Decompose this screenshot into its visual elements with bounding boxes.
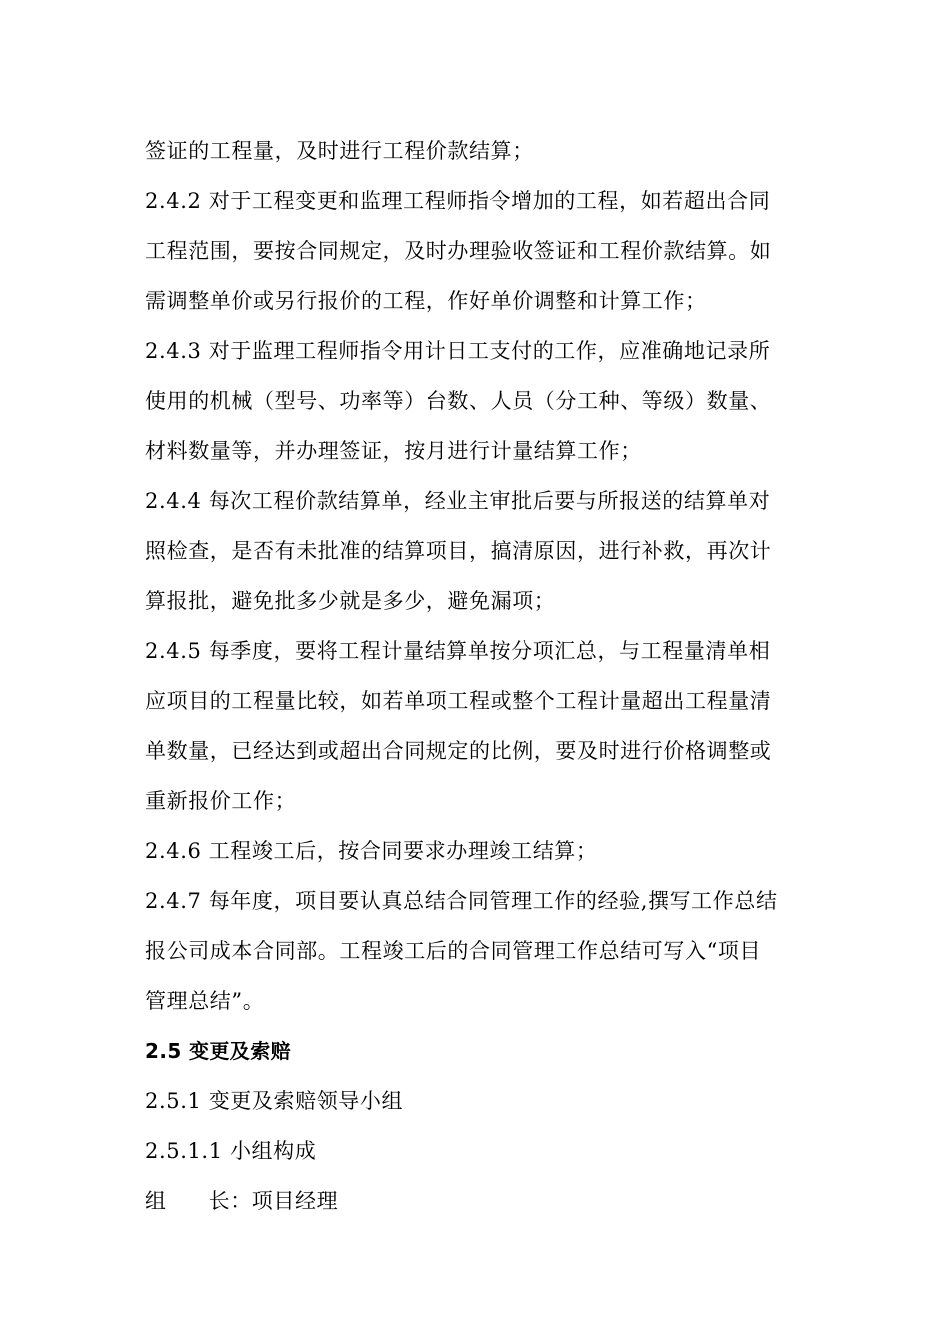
paragraph-line: 2.4.5 每季度，要将工程计量结算单按分项汇总，与工程量清单相 (145, 639, 771, 663)
paragraph-line: 单数量，已经达到或超出合同规定的比例，要及时进行价格调整或 (145, 739, 772, 763)
section-heading: 2.5 变更及索赔 (145, 1039, 291, 1063)
paragraph-line: 2.4.2 对于工程变更和监理工程师指令增加的工程，如若超出合同 (145, 189, 771, 213)
paragraph-line: 材料数量等，并办理签证，按月进行计量结算工作； (145, 439, 642, 463)
subsubsection-heading: 2.5.1.1 小组构成 (145, 1139, 317, 1163)
subsection-heading: 2.5.1 变更及索赔领导小组 (145, 1089, 404, 1113)
paragraph-line: 重新报价工作； (145, 789, 297, 813)
paragraph-line: 2.4.7 每年度，项目要认真总结合同管理工作的经验,撰写工作总结 (145, 889, 778, 913)
paragraph-line: 报公司成本合同部。工程竣工后的合同管理工作总结可写入“项目 (145, 939, 762, 963)
paragraph-line: 管理总结”。 (145, 989, 265, 1013)
paragraph-line: 2.4.3 对于监理工程师指令用计日工支付的工作，应准确地记录所 (145, 339, 771, 363)
paragraph-line: 算报批，避免批多少就是多少，避免漏项； (145, 589, 556, 613)
paragraph-line: 工程范围，要按合同规定，及时办理验收签证和工程价款结算。如 (145, 239, 772, 263)
paragraph-line: 需调整单价或另行报价的工程，作好单价调整和计算工作； (145, 289, 707, 313)
leader-label-part1: 组 (145, 1189, 167, 1213)
paragraph-line: 2.4.6 工程竣工后，按合同要求办理竣工结算； (145, 839, 598, 863)
team-leader-line (145, 1187, 338, 1215)
paragraph-line: 签证的工程量，及时进行工程价款结算； (145, 139, 534, 163)
paragraph-line: 使用的机械（型号、功率等）台数、人员（分工种、等级）数量、 (145, 389, 772, 413)
leader-label-part2: 长：项目经理 (208, 1189, 339, 1213)
paragraph-line: 2.4.4 每次工程价款结算单，经业主审批后要与所报送的结算单对 (145, 489, 771, 513)
paragraph-line: 应项目的工程量比较，如若单项工程或整个工程计量超出工程量清 (145, 689, 772, 713)
paragraph-line: 照检查，是否有未批准的结算项目，搞清原因，进行补救，再次计 (145, 539, 772, 563)
